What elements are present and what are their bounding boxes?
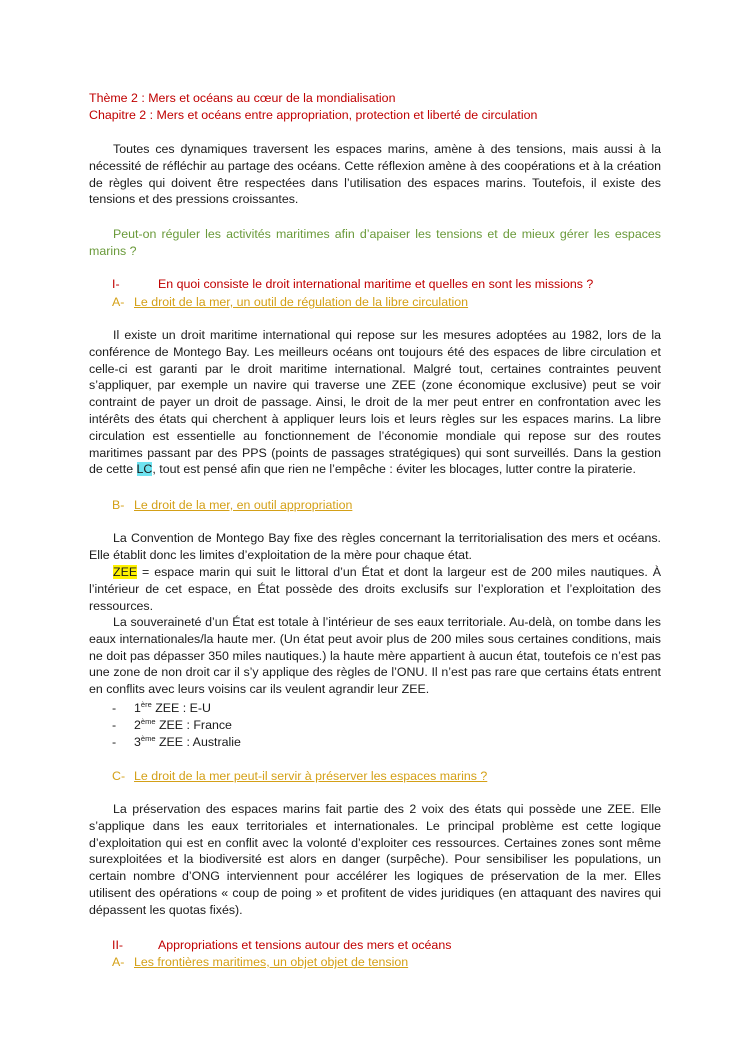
rank-text: ZEE : E-U (151, 701, 211, 715)
rank-suffix: ème (140, 717, 156, 726)
chapter-title: Chapitre 2 : Mers et océans entre appropriation, protection et liberté de circulation (89, 108, 538, 122)
rank-number: 1 (134, 701, 141, 715)
part1-number: I- (112, 277, 120, 291)
section-a-title: Le droit de la mer, un outil de régulation de la libre circulation (134, 295, 469, 309)
section-c-title: Le droit de la mer peut-il servir à préserver les espaces marins ? (134, 769, 488, 783)
rank-number: 3 (134, 735, 141, 749)
part2-title: Appropriations et tensions autour des mers et océans (158, 938, 452, 952)
section-c-number: C- (112, 769, 126, 783)
highlight-zee: ZEE (113, 565, 138, 579)
rank-number: 2 (134, 718, 141, 732)
list-bullet: - (112, 735, 117, 749)
list-item (134, 717, 232, 734)
paragraph-text: Il existe un droit maritime international qui repose sur les mesures adoptées au 1982, lors de la conférence de Montego Bay. Les meilleurs océans ont toujours été des espaces de libre circulation et celle-ci est garanti par le droit maritime international. Malgré tout, certaines contraintes peuvent s’appliquer, par exemple un navire qui traverse une ZEE (zone économique exclusive) peut se voir contraint de payer un droit de passage. Ainsi, le droit de la mer peut entrer en confrontation avec les intérêts des états qui cherchent à appliquer leurs lois et leurs règles sur les espaces marins. La libre circulation est essentielle au fonctionnement de l’économie mondiale qui repose sur des routes maritimes passant par des PPS (points de passages stratégiques) qui sont surveillés. Dans la gestion de cette (89, 328, 661, 477)
section-b-title: Le droit de la mer, en outil appropriation (134, 498, 353, 512)
list-item (134, 700, 211, 717)
rank-suffix: ère (140, 700, 152, 709)
highlight-lc: LC (136, 462, 153, 477)
problem-question: Peut-on réguler les activités maritimes afin d’apaiser les tensions et de mieux gérer les espaces marins ? (89, 227, 661, 258)
part1-title: En quoi consiste le droit international maritime et quelles en sont les missions ? (158, 277, 594, 291)
rank-text: ZEE : Australie (155, 735, 241, 749)
list-bullet: - (112, 701, 117, 715)
part2-number: II- (112, 938, 124, 952)
intro-paragraph: Toutes ces dynamiques traversent les espaces marins, amène à des tensions, mais aussi à la nécessité de réfléchir au partage des océans. Cette réflexion amène à des coopérations et à la création de règles qui doivent être respectées dans l’utilisation des espaces marins. Toutefois, il existe des tensions et des pressions croissantes. (89, 142, 661, 207)
section-b-paragraph-3: La souveraineté d’un État est totale à l’intérieur de ses eaux territoriale. Au-delà, on tombe dans les eaux internationales/la haute mer. (Un état peut avoir plus de 200 miles sous certaines conditions, mais ne doit pas dépasser 350 miles nautiques.) la haute mère appartient à aucun état, toutefois ce n’est pas une zone de non droit car il s’y applique des règles de l’ONU. Il n’est pas rare que certains états entrent en conflits avec leurs voisins car ils veulent agrandir leur ZEE. (89, 615, 661, 697)
rank-text: ZEE : France (155, 718, 232, 732)
part2-section-a-number: A- (112, 955, 125, 969)
section-b-number: B- (112, 498, 125, 512)
paragraph-text: = espace marin qui suit le littoral d’un État et dont la largeur est de 200 miles nautiques. À l’intérieur de cet espace, en État possède des droits exclusifs sur l’exploration et l’exploitation des ressources. (89, 565, 661, 613)
section-b-paragraph-1: La Convention de Montego Bay fixe des règles concernant la territorialisation des mers et océans. Elle établit donc les limites d’exploitation de la mère pour chaque état. (89, 531, 661, 562)
theme-title: Thème 2 : Mers et océans au cœur de la mondialisation (89, 91, 396, 105)
rank-suffix: ème (140, 734, 156, 743)
paragraph-text: , tout est pensé afin que rien ne l’empêche : éviter les blocages, lutter contre la piraterie. (152, 462, 636, 477)
section-b-paragraph-2 (89, 564, 661, 614)
section-a-paragraph (89, 327, 661, 478)
part2-section-a-title: Les frontières maritimes, un objet objet de tension (134, 955, 409, 969)
section-a-number: A- (112, 295, 125, 309)
section-c-paragraph: La préservation des espaces marins fait partie des 2 voix des états qui possède une ZEE. Elle s’applique dans les eaux territoriales et internationales. Le principal problème est cette logique d’exploitation qui est en conflit avec la volonté d’exploiter ces ressources. Certaines zones sont même surexploitées et la biodiversité est alors en danger (surpêche). Pour sensibiliser les populations, un certain nombre d’ONG interviennent pour accélérer les logiques de préservation de la mer. Elles utilisent des opérations « coup de poing » et profitent de vides juridiques (en attaquant des navires qui dépassent les quotas fixés). (89, 802, 661, 917)
list-item (134, 734, 241, 751)
list-bullet: - (112, 718, 117, 732)
